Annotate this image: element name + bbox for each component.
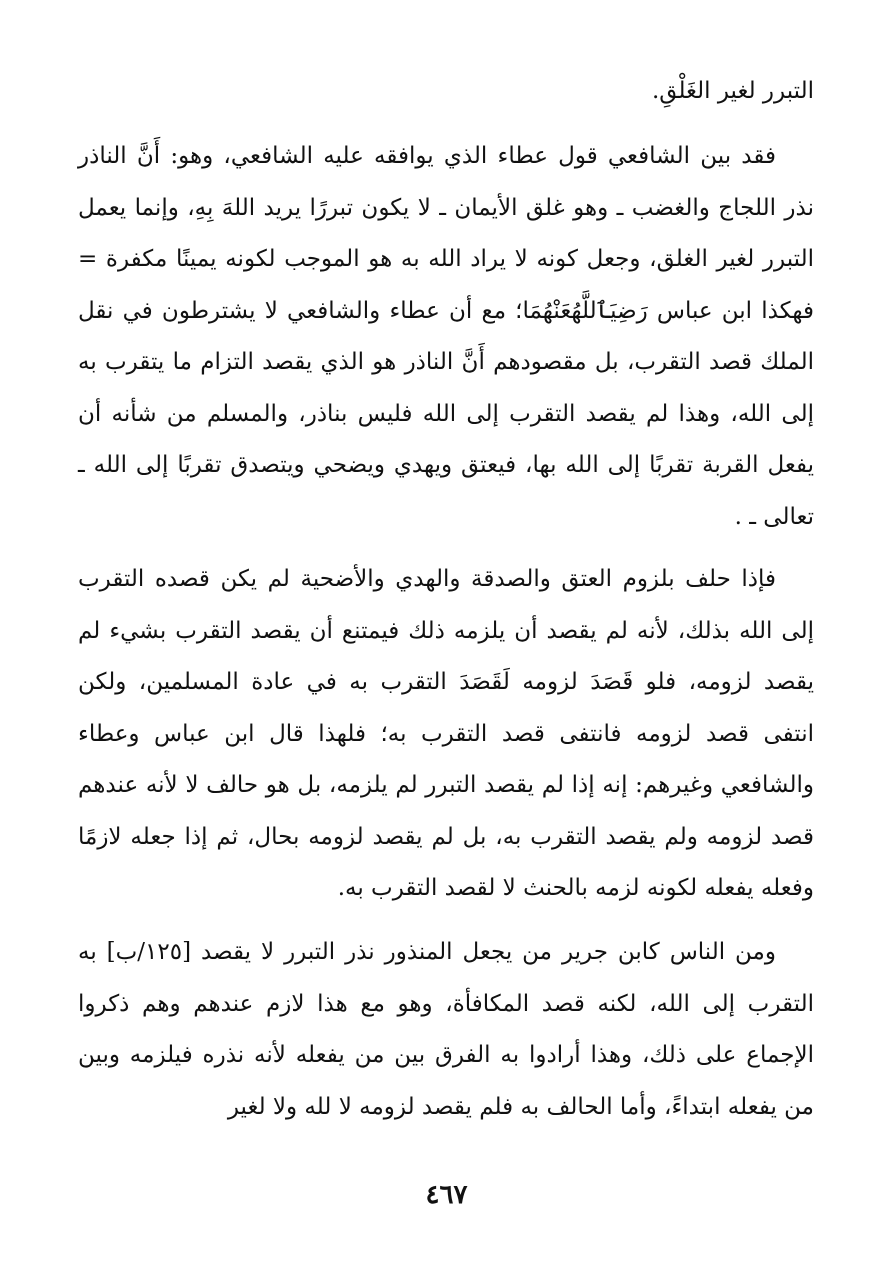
page-number: ٤٦٧ xyxy=(425,1180,468,1210)
paragraph-ibn-jarir: ومن الناس كابن جرير من يجعل المنذور نذر التبرر لا يقصد [١٢٥/ب] به التقرب إلى الله، لكنه قصد المكافأة، وهو مع هذا لازم عندهم وهم ذكروا الإجماع على ذلك، وهذا أرادوا به الفرق بين من يفعله لأنه نذره فيلزمه وبين من يفعله ابتداءً، وأما الحالف به فلم يقصد لزومه لا لله ولا لغير xyxy=(78,939,814,1120)
paragraph-continuation: التبرر لغير الغَلْقِ. xyxy=(651,78,814,104)
paragraph-oath-obligation: فإذا حلف بلزوم العتق والصدقة والهدي والأضحية لم يكن قصده التقرب إلى الله بذلك، لأنه لم يقصد أن يلزمه ذلك فيمتنع أن يقصد التقرب بشيء لم يقصد لزومه، فلو قَصَدَ لزومه لَقَصَدَ التقرب به في عادة المسلمين، ولكن انتفى قصد لزومه فانتفى قصد التقرب به؛ فلهذا قال ابن عباس وعطاء والشافعي وغيرهم: إنه إذا لم يقصد التبرر لم يلزمه، بل هو حالف لا لأنه عندهم قصد لزومه ولم يقصد التقرب به، بل لم يقصد لزومه بحال، ثم إذا جعله لازمًا وفعله يفعله لكونه لزمه بالحنث لا لقصد التقرب به. xyxy=(78,566,814,901)
paragraph-shafii-ata: فقد بين الشافعي قول عطاء الذي يوافقه عليه الشافعي، وهو: أَنَّ الناذر نذر اللجاج والغضب ـ وهو غلق الأيمان ـ لا يكون تبررًا يريد اللهَ بِهِ، وإنما يعمل التبرر لغير الغلق، وجعل كونه لا يراد الله به هو الموجب لكونه يمينًا مكفرة = فهكذا ابن عباس رَضِيَٱللَّهُعَنْهُمَا؛ مع أن عطاء والشافعي لا يشترطون في نقل الملك قصد التقرب، بل مقصودهم أَنَّ الناذر هو الذي يقصد التزام ما يتقرب به إلى الله، وهذا لم يقصد التقرب إلى الله فليس بناذر، والمسلم من شأنه أن يفعل القربة تقربًا إلى الله بها، فيعتق ويهدي ويضحي ويتصدق تقربًا إلى الله ـ تعالى ـ . xyxy=(78,143,814,530)
